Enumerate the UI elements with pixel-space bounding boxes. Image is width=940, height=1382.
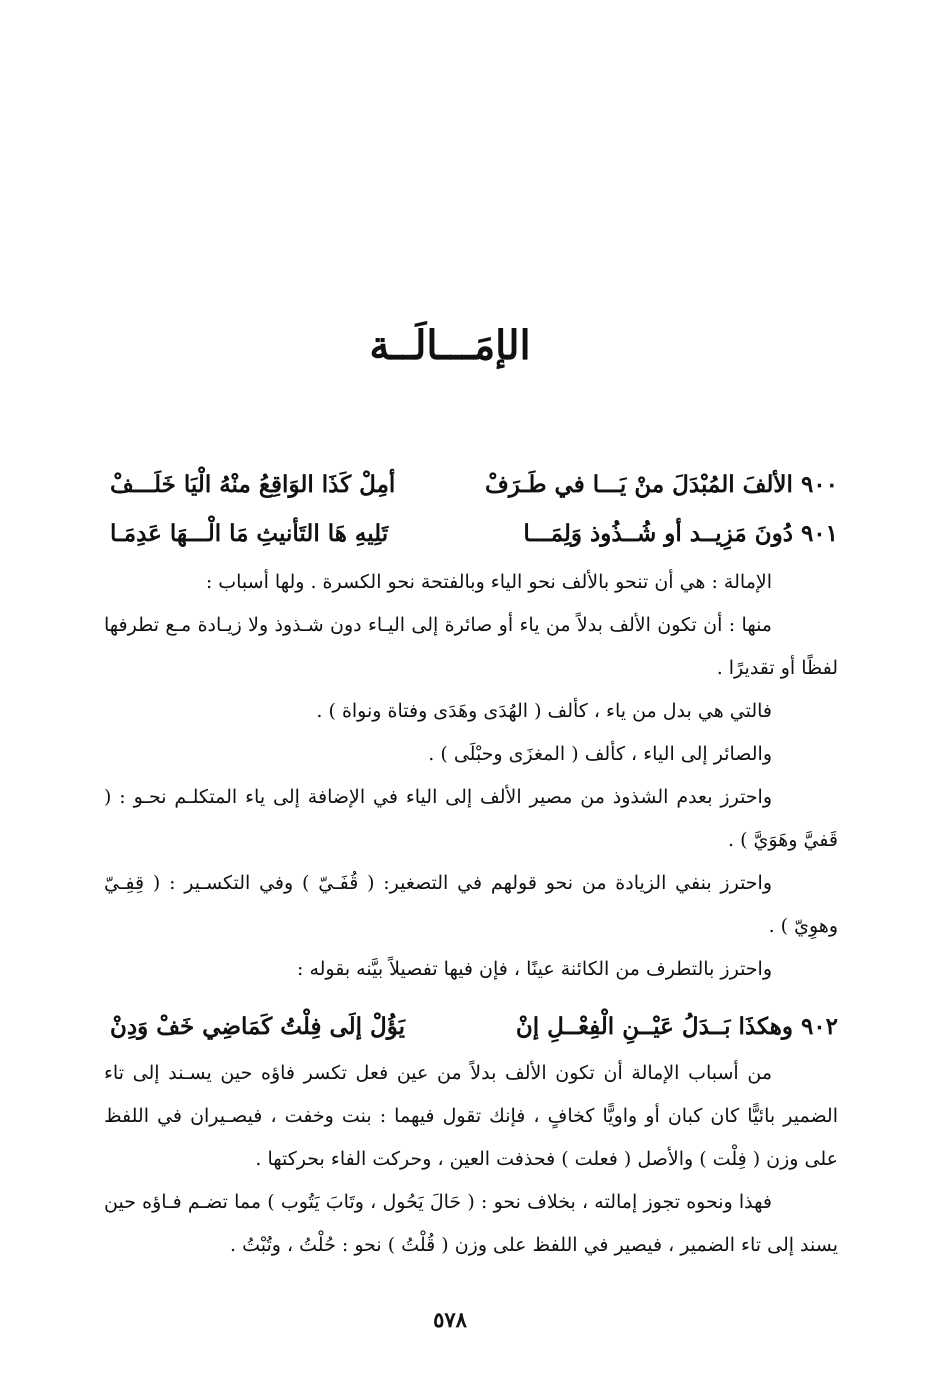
verse-number: ٩٠١	[800, 519, 838, 547]
paragraph: والصائر إلى الياء ، كألف ( المغزَى وحبْلَى ) .	[428, 743, 772, 765]
page-number: ٥٧٨	[433, 1307, 467, 1332]
verse-first-hemistich: دُونَ مَزِيــد أو شُــذُوذ وَلِمَـــا	[523, 519, 793, 547]
verse-number: ٩٠٢	[800, 1012, 838, 1040]
paragraph: فالتي هي بدل من ياء ، كألف ( الهُدَى وهَدَى وفتاة ونواة ) .	[316, 700, 772, 722]
chapter-title: الإمَـــالَــة	[369, 322, 531, 369]
paragraph: واحترز بنفي الزيادة من نحو قولهم في التصغير: ( قُفَـيّ ) وفي التكسـير : ( قِفِـيّ وهوِيّ ) .	[104, 872, 838, 937]
commentary-block	[104, 561, 838, 991]
verse-second-hemistich: يَؤُلْ إلَى فِلْتُ كَمَاضِي خَفْ وَدِنْ	[110, 1012, 406, 1040]
verse-line	[110, 513, 838, 553]
paragraph: فهذا ونحوه تجوز إمالته ، بخلاف نحو : ( حَالَ يَحُول ، وتَابَ يَتُوب ) مما تضـم فـاؤه حين يسند إلى تاء الضمير ، فيصير في اللفظ على وزن ( قُلْتُ ) نحو : حُلْتُ ، وتُبْتُ .	[104, 1191, 838, 1256]
verse-first-hemistich: وهكذَا بَــدَلُ عَيْــنِ الْفِعْــلِ إنْ	[515, 1012, 793, 1040]
verse-line	[110, 464, 838, 504]
paragraph: منها : أن تكون الألف بدلاً من ياء أو صائرة إلى اليـاء دون شـذوذ ولا زيـادة مـع تطرفها لفظًا أو تقديرًا .	[104, 614, 838, 679]
paragraph: واحترز بعدم الشذوذ من مصير الألف إلى الياء في الإضافة إلى ياء المتكلـم نحـو : ( قَفيَّ وهَوَيَّ ) .	[104, 786, 838, 851]
verse-second-hemistich: تَلِيهِ هَا التَأنيثِ مَا الْـــهَا عَدِمَـا	[110, 519, 389, 547]
commentary-block	[104, 1052, 838, 1267]
paragraph: واحترز بالتطرف من الكائنة عينًا ، فإن فيها تفصيلاً بيَّنه بقوله :	[297, 958, 772, 980]
verse-line	[110, 1006, 838, 1046]
verse-number: ٩٠٠	[800, 470, 838, 498]
verse-second-hemistich: أمِلْ كَذَا الوَاقِعُ منْهُ الْيَا خَلَـــفْ	[110, 470, 396, 498]
paragraph: من أسباب الإمالة أن تكون الألف بدلاً من عين فعل تكسر فاؤه حين يسـند إلى تاء الضمير بائيًّا كان كبان أو واويًّا كخافٍ ، فإنك تقول فيهما : بنت وخفت ، فيصـيران في اللفظ على وزن ( فِلْت ) والأصل ( فعلت ) فحذفت العين ، وحركت الفاء بحركتها .	[104, 1062, 838, 1170]
paragraph: الإمالة : هي أن تنحو بالألف نحو الياء وبالفتحة نحو الكسرة . ولها أسباب :	[205, 571, 772, 593]
verse-first-hemistich: الألفَ المُبْدَلَ منْ يَـــا في طَـرَفْ	[484, 470, 793, 498]
